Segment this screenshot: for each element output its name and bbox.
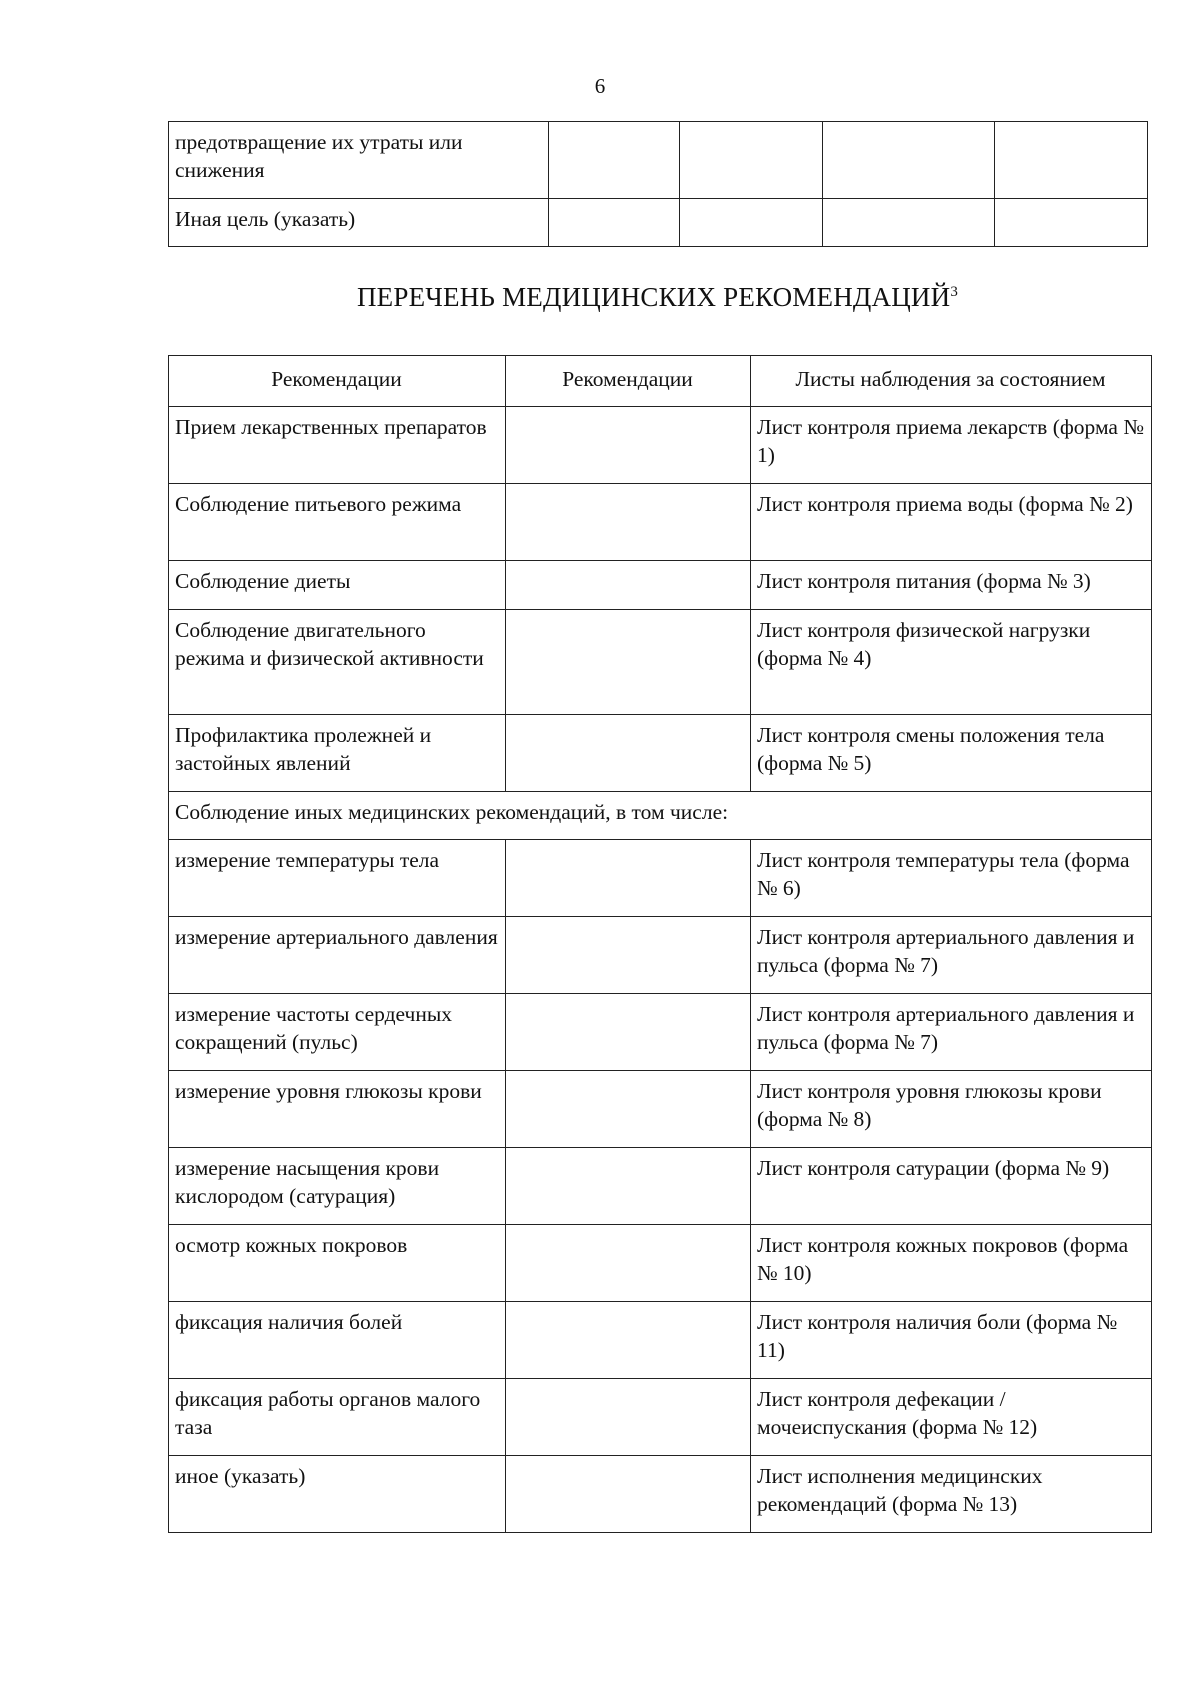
observation-sheet: Лист контроля смены положения тела (форма № 5)	[751, 715, 1152, 792]
observation-sheet: Лист контроля артериального давления и пульса (форма № 7)	[751, 994, 1152, 1071]
recommendation-name: измерение артериального давления	[169, 917, 506, 994]
recommendation-name: иное (указать)	[169, 1456, 506, 1533]
table-row	[169, 407, 1152, 484]
table-row	[169, 1225, 1152, 1302]
recommendation-value[interactable]	[506, 1302, 751, 1379]
observation-sheet: Лист контроля приема лекарств (форма № 1)	[751, 407, 1152, 484]
table-row	[169, 1071, 1152, 1148]
observation-sheet: Лист контроля наличия боли (форма № 11)	[751, 1302, 1152, 1379]
goal-cell[interactable]	[549, 199, 680, 247]
recommendation-value[interactable]	[506, 1379, 751, 1456]
goal-cell[interactable]	[549, 122, 680, 199]
recommendation-name: Профилактика пролежней и застойных явлений	[169, 715, 506, 792]
recommendation-value[interactable]	[506, 994, 751, 1071]
recommendation-value[interactable]	[506, 610, 751, 715]
goal-label: Иная цель (указать)	[169, 199, 549, 247]
observation-sheet: Лист контроля дефекации /мочеиспускания (форма № 12)	[751, 1379, 1152, 1456]
observation-sheet: Лист контроля физической нагрузки (форма № 4)	[751, 610, 1152, 715]
recommendation-name: измерение температуры тела	[169, 840, 506, 917]
recommendation-name: измерение частоты сердечных сокращений (пульс)	[169, 994, 506, 1071]
column-header: Рекомендации	[169, 356, 506, 407]
goal-cell[interactable]	[823, 122, 995, 199]
table-row	[169, 917, 1152, 994]
goal-cell[interactable]	[680, 199, 823, 247]
recommendation-value[interactable]	[506, 1148, 751, 1225]
recommendation-value[interactable]	[506, 1456, 751, 1533]
goal-cell[interactable]	[995, 122, 1148, 199]
table-row	[169, 840, 1152, 917]
observation-sheet: Лист исполнения медицинских рекомендаций (форма № 13)	[751, 1456, 1152, 1533]
table-header-row	[169, 356, 1152, 407]
table-row	[169, 610, 1152, 715]
page-number: 6	[594, 74, 606, 98]
observation-sheet: Лист контроля приема воды (форма № 2)	[751, 484, 1152, 561]
recommendation-value[interactable]	[506, 407, 751, 484]
recommendation-name: Соблюдение двигательного режима и физической активности	[169, 610, 506, 715]
recommendation-value[interactable]	[506, 715, 751, 792]
observation-sheet: Лист контроля сатурации (форма № 9)	[751, 1148, 1152, 1225]
table-row	[169, 122, 1148, 199]
observation-sheet: Лист контроля питания (форма № 3)	[751, 561, 1152, 610]
footnote-marker: 3	[950, 284, 959, 300]
recommendation-name: измерение уровня глюкозы крови	[169, 1071, 506, 1148]
recommendation-name: Прием лекарственных препаратов	[169, 407, 506, 484]
recommendation-value[interactable]	[506, 1225, 751, 1302]
recommendations-table	[168, 355, 1152, 1533]
table-row	[169, 561, 1152, 610]
recommendation-value[interactable]	[506, 917, 751, 994]
observation-sheet: Лист контроля уровня глюкозы крови (форма № 8)	[751, 1071, 1152, 1148]
observation-sheet: Лист контроля температуры тела (форма № 6)	[751, 840, 1152, 917]
table-row	[169, 715, 1152, 792]
recommendation-value[interactable]	[506, 840, 751, 917]
section-title-text: ПЕРЕЧЕНЬ МЕДИЦИНСКИХ РЕКОМЕНДАЦИЙ	[356, 282, 951, 312]
goals-table-continuation	[168, 121, 1148, 247]
recommendation-name: измерение насыщения крови кислородом (сатурация)	[169, 1148, 506, 1225]
recommendation-value[interactable]	[506, 1071, 751, 1148]
column-header: Листы наблюдения за состоянием	[751, 356, 1152, 407]
goal-cell[interactable]	[995, 199, 1148, 247]
observation-sheet: Лист контроля артериального давления и пульса (форма № 7)	[751, 917, 1152, 994]
goal-label: предотвращение их утраты или снижения	[169, 122, 549, 199]
goal-cell[interactable]	[823, 199, 995, 247]
recommendation-name: Соблюдение питьевого режима	[169, 484, 506, 561]
table-row	[169, 484, 1152, 561]
recommendation-name: фиксация наличия болей	[169, 1302, 506, 1379]
table-row	[169, 1456, 1152, 1533]
table-row	[169, 1302, 1152, 1379]
table-subheading: Соблюдение иных медицинских рекомендаций, в том числе:	[169, 792, 1152, 840]
observation-sheet: Лист контроля кожных покровов (форма № 10)	[751, 1225, 1152, 1302]
table-row	[169, 199, 1148, 247]
goal-cell[interactable]	[680, 122, 823, 199]
table-row	[169, 1379, 1152, 1456]
table-subheading-row	[169, 792, 1152, 840]
section-title	[168, 282, 1147, 313]
table-row	[169, 994, 1152, 1071]
recommendation-name: фиксация работы органов малого таза	[169, 1379, 506, 1456]
table-row	[169, 1148, 1152, 1225]
column-header: Рекомендации	[506, 356, 751, 407]
recommendation-value[interactable]	[506, 561, 751, 610]
recommendation-value[interactable]	[506, 484, 751, 561]
recommendation-name: осмотр кожных покровов	[169, 1225, 506, 1302]
recommendation-name: Соблюдение диеты	[169, 561, 506, 610]
